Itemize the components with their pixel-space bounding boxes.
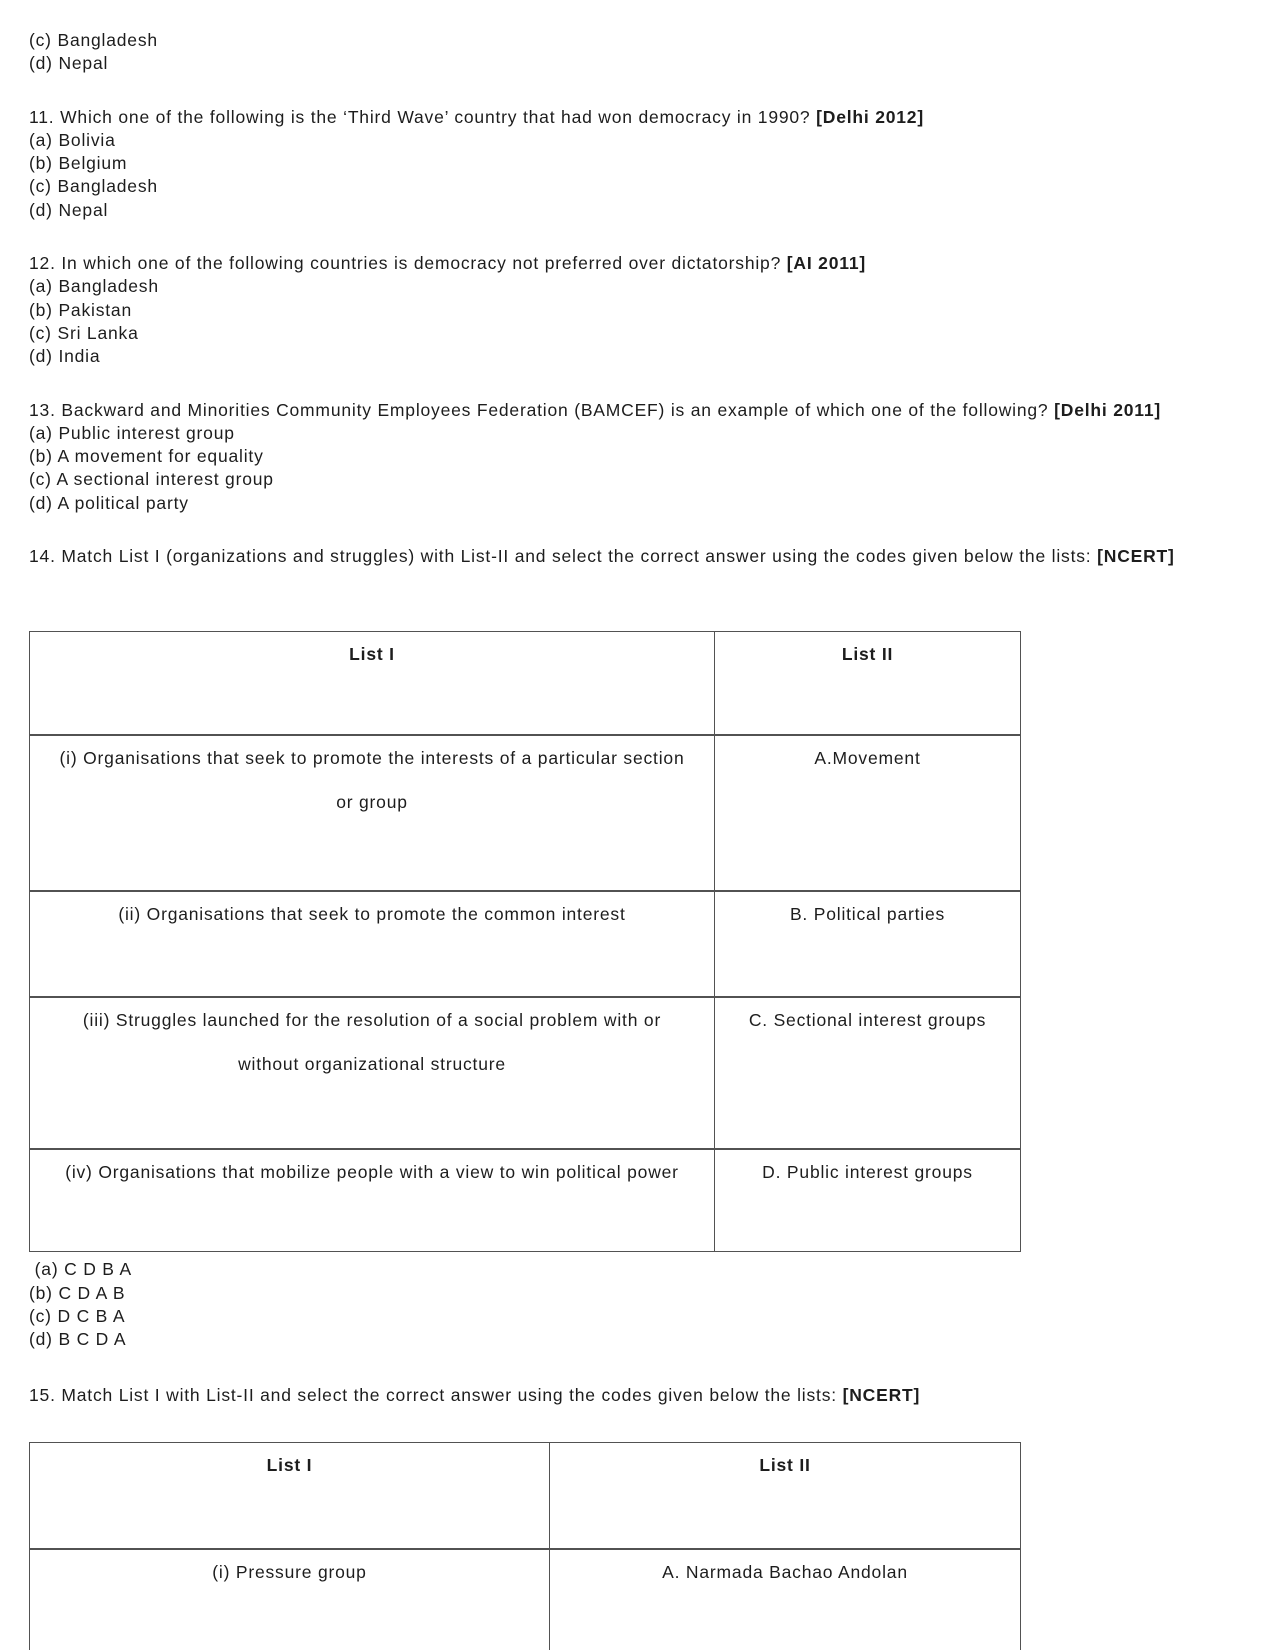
table-cell-list2 — [715, 1149, 1021, 1252]
option-line: (b) C D A B — [29, 1282, 126, 1303]
cell-line: A. Narmada Bachao Andolan — [662, 1561, 908, 1582]
cell-line: (iv) Organisations that mobilize people with a view to win political power — [65, 1162, 679, 1183]
table-header-list2: List II — [550, 1442, 1021, 1549]
question-12 — [29, 252, 1275, 368]
table-header-list2: List II — [715, 632, 1021, 736]
question-text — [29, 106, 1275, 129]
table-row — [30, 1149, 1021, 1252]
option-line: (c) A sectional interest group — [29, 469, 274, 490]
question-text — [29, 399, 1275, 422]
table-cell-list2 — [715, 891, 1021, 997]
match-table-q15 — [29, 1442, 1021, 1650]
cell-line: (iii) Struggles launched for the resolution of a social problem with or — [82, 1010, 662, 1031]
question-source-tag: [Delhi 2012] — [816, 106, 924, 127]
question-source-tag: [NCERT] — [1097, 546, 1175, 567]
option-line: (c) D C B A — [29, 1305, 126, 1326]
table-cell-list1 — [30, 997, 715, 1149]
question-source-tag: [NCERT] — [842, 1384, 921, 1405]
question-body: 15. Match List I with List-II and select the correct answer using the codes given below the lists: — [29, 1384, 837, 1405]
option-line: (d) A political party — [29, 492, 189, 513]
intro-options — [29, 29, 1275, 76]
table-cell-list2 — [715, 997, 1021, 1149]
question-11 — [29, 106, 1275, 222]
option-line: (a) Public interest group — [29, 422, 235, 443]
table-cell-list2 — [715, 735, 1021, 891]
table-cell-list2 — [550, 1549, 1021, 1650]
question-14-options — [29, 1258, 1275, 1351]
cell-line: without organizational structure — [238, 1054, 506, 1075]
cell-line: D. Public interest groups — [762, 1162, 973, 1183]
question-13 — [29, 399, 1275, 515]
table-cell-list1 — [30, 735, 715, 891]
option-line: (c) Bangladesh — [29, 176, 158, 197]
option-line: (a) Bolivia — [29, 129, 116, 150]
table-row — [30, 735, 1021, 891]
cell-line: (ii) Organisations that seek to promote the common interest — [118, 904, 626, 925]
option-line: (a) Bangladesh — [29, 276, 159, 297]
table-row — [30, 997, 1021, 1149]
cell-line: or group — [336, 792, 408, 813]
question-source-tag: [Delhi 2011] — [1054, 399, 1162, 420]
option-line: (b) Pakistan — [29, 299, 132, 320]
option-line: (d) Nepal — [29, 53, 109, 74]
table-header-row — [30, 1442, 1021, 1549]
cell-line: B. Political parties — [789, 904, 946, 925]
question-body: 12. In which one of the following countries is democracy not preferred over dictatorship? — [29, 253, 782, 274]
question-body: 13. Backward and Minorities Community Employees Federation (BAMCEF) is an example of which one of the following? — [29, 399, 1049, 420]
question-text — [29, 1384, 1275, 1407]
table-cell-list1 — [30, 891, 715, 997]
cell-line: C. Sectional interest groups — [748, 1010, 987, 1031]
table-row — [30, 1549, 1021, 1650]
match-table-q14 — [29, 631, 1021, 1252]
question-text — [29, 252, 1275, 275]
table-header-list1: List I — [30, 632, 715, 736]
option-line: (b) A movement for equality — [29, 446, 264, 467]
question-body: 14. Match List I (organizations and struggles) with List-II and select the correct answer using the codes given below the lists: — [29, 546, 1092, 567]
option-line: (a) C D B A — [29, 1259, 132, 1280]
question-text — [29, 545, 1275, 568]
option-line: (d) Nepal — [29, 199, 109, 220]
question-15 — [29, 1384, 1275, 1407]
option-line: (d) B C D A — [29, 1329, 127, 1350]
table-row — [30, 891, 1021, 997]
cell-line: (i) Organisations that seek to promote the interests of a particular section — [59, 748, 685, 769]
option-line: (c) Sri Lanka — [29, 322, 139, 343]
cell-line: (i) Pressure group — [212, 1561, 367, 1582]
cell-line: A.Movement — [814, 748, 921, 769]
table-cell-list1 — [30, 1549, 550, 1650]
question-body: 11. Which one of the following is the ‘Third Wave’ country that had won democracy in 1990? — [29, 106, 811, 127]
option-line: (c) Bangladesh — [29, 30, 158, 50]
table-header-list1: List I — [30, 1442, 550, 1549]
question-source-tag: [AI 2011] — [786, 253, 866, 274]
table-header-row — [30, 632, 1021, 736]
table-cell-list1 — [30, 1149, 715, 1252]
option-line: (d) India — [29, 346, 101, 367]
option-line: (b) Belgium — [29, 153, 128, 174]
question-14 — [29, 545, 1275, 568]
